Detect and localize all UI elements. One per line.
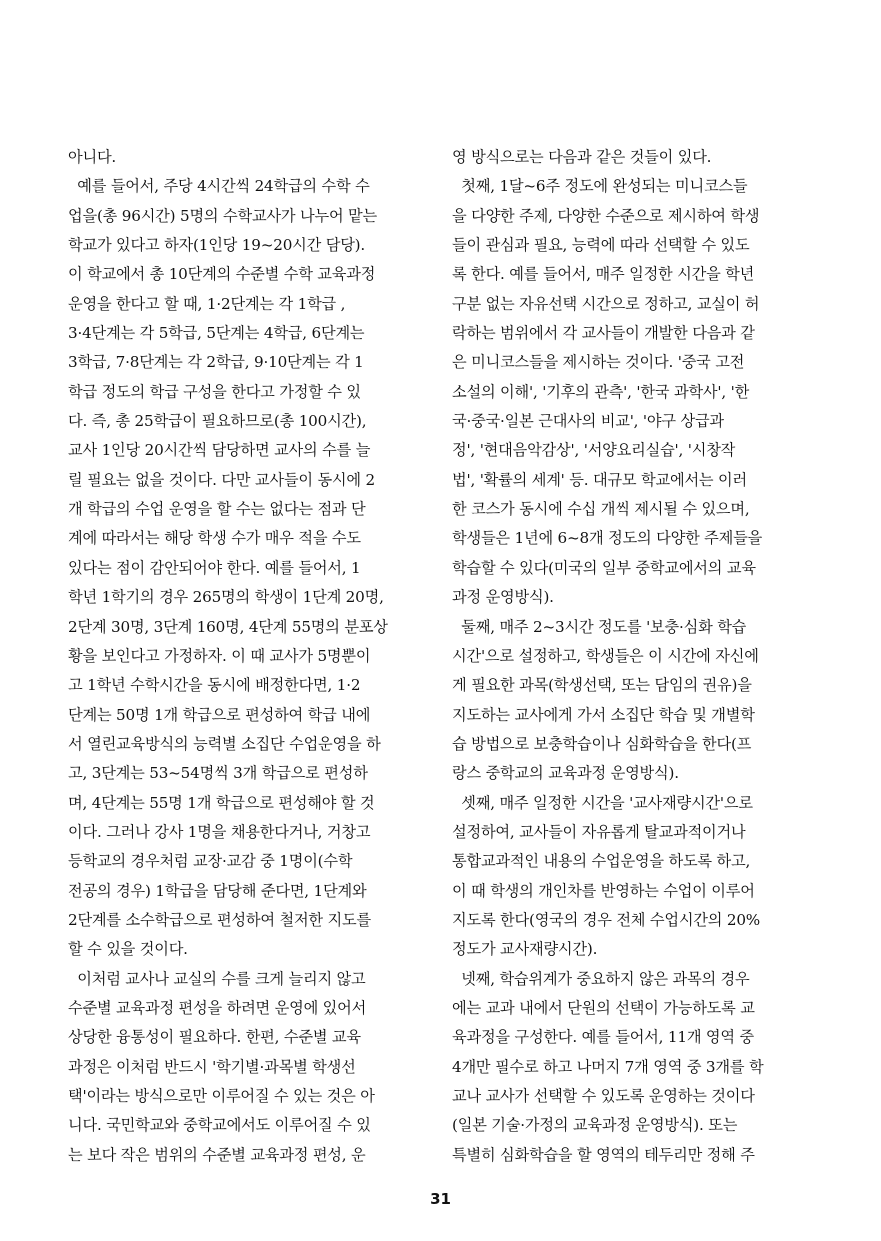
text-line: 랑스 중학교의 교육과정 운영방식). — [452, 764, 679, 783]
text-line: 택'이라는 방식으로만 이루어질 수 있는 것은 아 — [68, 1087, 375, 1105]
text-line: 육과정을 구성한다. 예를 들어서, 11개 영역 중 — [452, 1028, 754, 1047]
text-line: 과정은 이처럼 반드시 '학기별·과목별 학생선 — [68, 1057, 356, 1076]
text-line: 니다. 국민학교와 중학교에서도 이루어질 수 있 — [68, 1116, 371, 1135]
text-line: 다. 즉, 총 25학급이 필요하므로(총 100시간), — [68, 412, 367, 431]
text-line: 업을(총 96시간) 5명의 수학교사가 나누어 맡는 — [68, 206, 377, 225]
text-line: 학급 정도의 학급 구성을 한다고 가정할 수 있 — [68, 382, 361, 401]
text-line: 등학교의 경우처럼 교장·교감 중 1명이(수학 — [68, 852, 353, 871]
text-line: 2단계 30명, 3단계 160명, 4단계 55명의 분포상 — [68, 617, 388, 636]
text-line: 넷째, 학습위계가 중요하지 않은 과목의 경우 — [452, 969, 750, 988]
text-line: 고, 3단계는 53~54명씩 3개 학급으로 편성하 — [68, 764, 368, 783]
text-line: 3·4단계는 각 5학급, 5단계는 4학급, 6단계는 — [68, 324, 365, 343]
text-line: 개 학급의 수업 운영을 할 수는 없다는 점과 단 — [68, 500, 366, 519]
text-line: 예를 들어서, 주당 4시간씩 24학급의 수학 수 — [68, 177, 370, 196]
right-text-column — [452, 143, 797, 1170]
text-line: 소설의 이해', '기후의 관측', '한국 과학사', '한 — [452, 382, 750, 401]
text-line: 는 보다 작은 범위의 수준별 교육과정 편성, 운 — [68, 1145, 366, 1164]
text-line: 록 한다. 예를 들어서, 매주 일정한 시간을 학년 — [452, 265, 755, 284]
text-line: 셋째, 매주 일정한 시간을 '교사재량시간'으로 — [452, 793, 753, 812]
text-line: 2단계를 소수학급으로 편성하여 철저한 지도를 — [68, 910, 371, 929]
text-line: (일본 기술·가정의 교육과정 운영방식). 또는 — [452, 1116, 738, 1135]
text-line: 운영을 한다고 할 때, 1·2단계는 각 1학급 , — [68, 294, 346, 313]
text-line: 을 다양한 주제, 다양한 수준으로 제시하여 학생 — [452, 206, 760, 225]
text-line: 교사 1인당 20시간씩 담당하면 교사의 수를 늘 — [68, 441, 371, 460]
text-line: 이 때 학생의 개인차를 반영하는 수업이 이루어 — [452, 881, 755, 900]
text-line: 3학급, 7·8단계는 각 2학급, 9·10단계는 각 1 — [68, 353, 364, 372]
text-line: 락하는 범위에서 각 교사들이 개발한 다음과 같 — [452, 324, 755, 343]
text-line: 시간'으로 설정하고, 학생들은 이 시간에 자신에 — [452, 646, 759, 665]
text-line: 영 방식으로는 다음과 같은 것들이 있다. — [452, 148, 712, 166]
page-number: 31 — [430, 1190, 451, 1208]
text-line: 학생들은 1년에 6~8개 정도의 다양한 주제들을 — [452, 529, 763, 548]
text-line: 특별히 심화학습을 할 영역의 테두리만 정해 주 — [452, 1145, 755, 1164]
text-line: 법', '확률의 세계' 등. 대규모 학교에서는 이러 — [452, 470, 747, 489]
text-line: 상당한 융통성이 필요하다. 한편, 수준별 교육 — [68, 1028, 361, 1047]
text-line: 아니다. — [68, 148, 117, 166]
text-line: 이 학교에서 총 10단계의 수준별 수학 교육과정 — [68, 265, 376, 284]
text-line: 이다. 그러나 강사 1명을 채용한다거나, 거창고 — [68, 822, 371, 841]
text-line: 릴 필요는 없을 것이다. 다만 교사들이 동시에 2 — [68, 470, 375, 489]
text-line: 4개만 필수로 하고 나머지 7개 영역 중 3개를 학 — [452, 1057, 764, 1076]
text-line: 서 열린교육방식의 능력별 소집단 수업운영을 하 — [68, 734, 381, 753]
text-line: 할 수 있을 것이다. — [68, 940, 188, 959]
text-line: 게 필요한 과목(학생선택, 또는 담임의 권유)을 — [452, 676, 752, 695]
text-line: 통합교과적인 내용의 수업운영을 하도록 하고, — [452, 852, 751, 871]
left-text-column — [68, 143, 413, 1170]
text-line: 이처럼 교사나 교실의 수를 크게 늘리지 않고 — [68, 969, 366, 988]
text-line: 들이 관심과 필요, 능력에 따라 선택할 수 있도 — [452, 236, 750, 255]
text-line: 첫째, 1달~6주 정도에 완성되는 미니코스들 — [452, 177, 748, 196]
text-line: 교나 교사가 선택할 수 있도록 운영하는 것이다 — [452, 1087, 755, 1105]
text-line: 고 1학년 수학시간을 동시에 배정한다면, 1·2 — [68, 676, 361, 695]
text-line: 단계는 50명 1개 학급으로 편성하여 학급 내에 — [68, 705, 371, 724]
text-line: 지도하는 교사에게 가서 소집단 학습 및 개별학 — [452, 705, 755, 724]
text-line: 습 방법으로 보충학습이나 심화학습을 한다(프 — [452, 734, 752, 753]
text-line: 에는 교과 내에서 단원의 선택이 가능하도록 교 — [452, 998, 755, 1017]
text-line: 둘째, 매주 2~3시간 정도를 '보충·심화 학습 — [452, 617, 747, 636]
text-line: 수준별 교육과정 편성을 하려면 운영에 있어서 — [68, 998, 367, 1017]
text-line: 국·중국·일본 근대사의 비교', '야구 상급과 — [452, 412, 724, 431]
text-line: 과정 운영방식). — [452, 588, 554, 607]
text-line: 며, 4단계는 55명 1개 학급으로 편성해야 할 것 — [68, 793, 375, 812]
text-line: 학년 1학기의 경우 265명의 학생이 1단계 20명, — [68, 588, 384, 607]
text-line: 정', '현대음악감상', '서양요리실습', '시창작 — [452, 441, 736, 460]
text-line: 정도가 교사재량시간). — [452, 940, 598, 959]
text-line: 있다는 점이 감안되어야 한다. 예를 들어서, 1 — [68, 558, 361, 577]
text-line: 구분 없는 자유선택 시간으로 정하고, 교실이 허 — [452, 294, 760, 313]
text-line: 지도록 한다(영국의 경우 전체 수업시간의 20% — [452, 910, 761, 929]
text-line: 학습할 수 있다(미국의 일부 중학교에서의 교육 — [452, 558, 756, 577]
text-line: 은 미니코스들을 제시하는 것이다. '중국 고전 — [452, 353, 745, 372]
text-line: 계에 따라서는 해당 학생 수가 매우 적을 수도 — [68, 529, 361, 548]
text-line: 설정하여, 교사들이 자유롭게 탈교과적이거나 — [452, 822, 746, 841]
text-line: 전공의 경우) 1학급을 담당해 준다면, 1단계와 — [68, 881, 367, 900]
text-line: 황을 보인다고 가정하자. 이 때 교사가 5명뿐이 — [68, 646, 371, 665]
text-line: 한 코스가 동시에 수십 개씩 제시될 수 있으며, — [452, 500, 750, 519]
text-line: 학교가 있다고 하자(1인당 19~20시간 담당). — [68, 236, 366, 255]
